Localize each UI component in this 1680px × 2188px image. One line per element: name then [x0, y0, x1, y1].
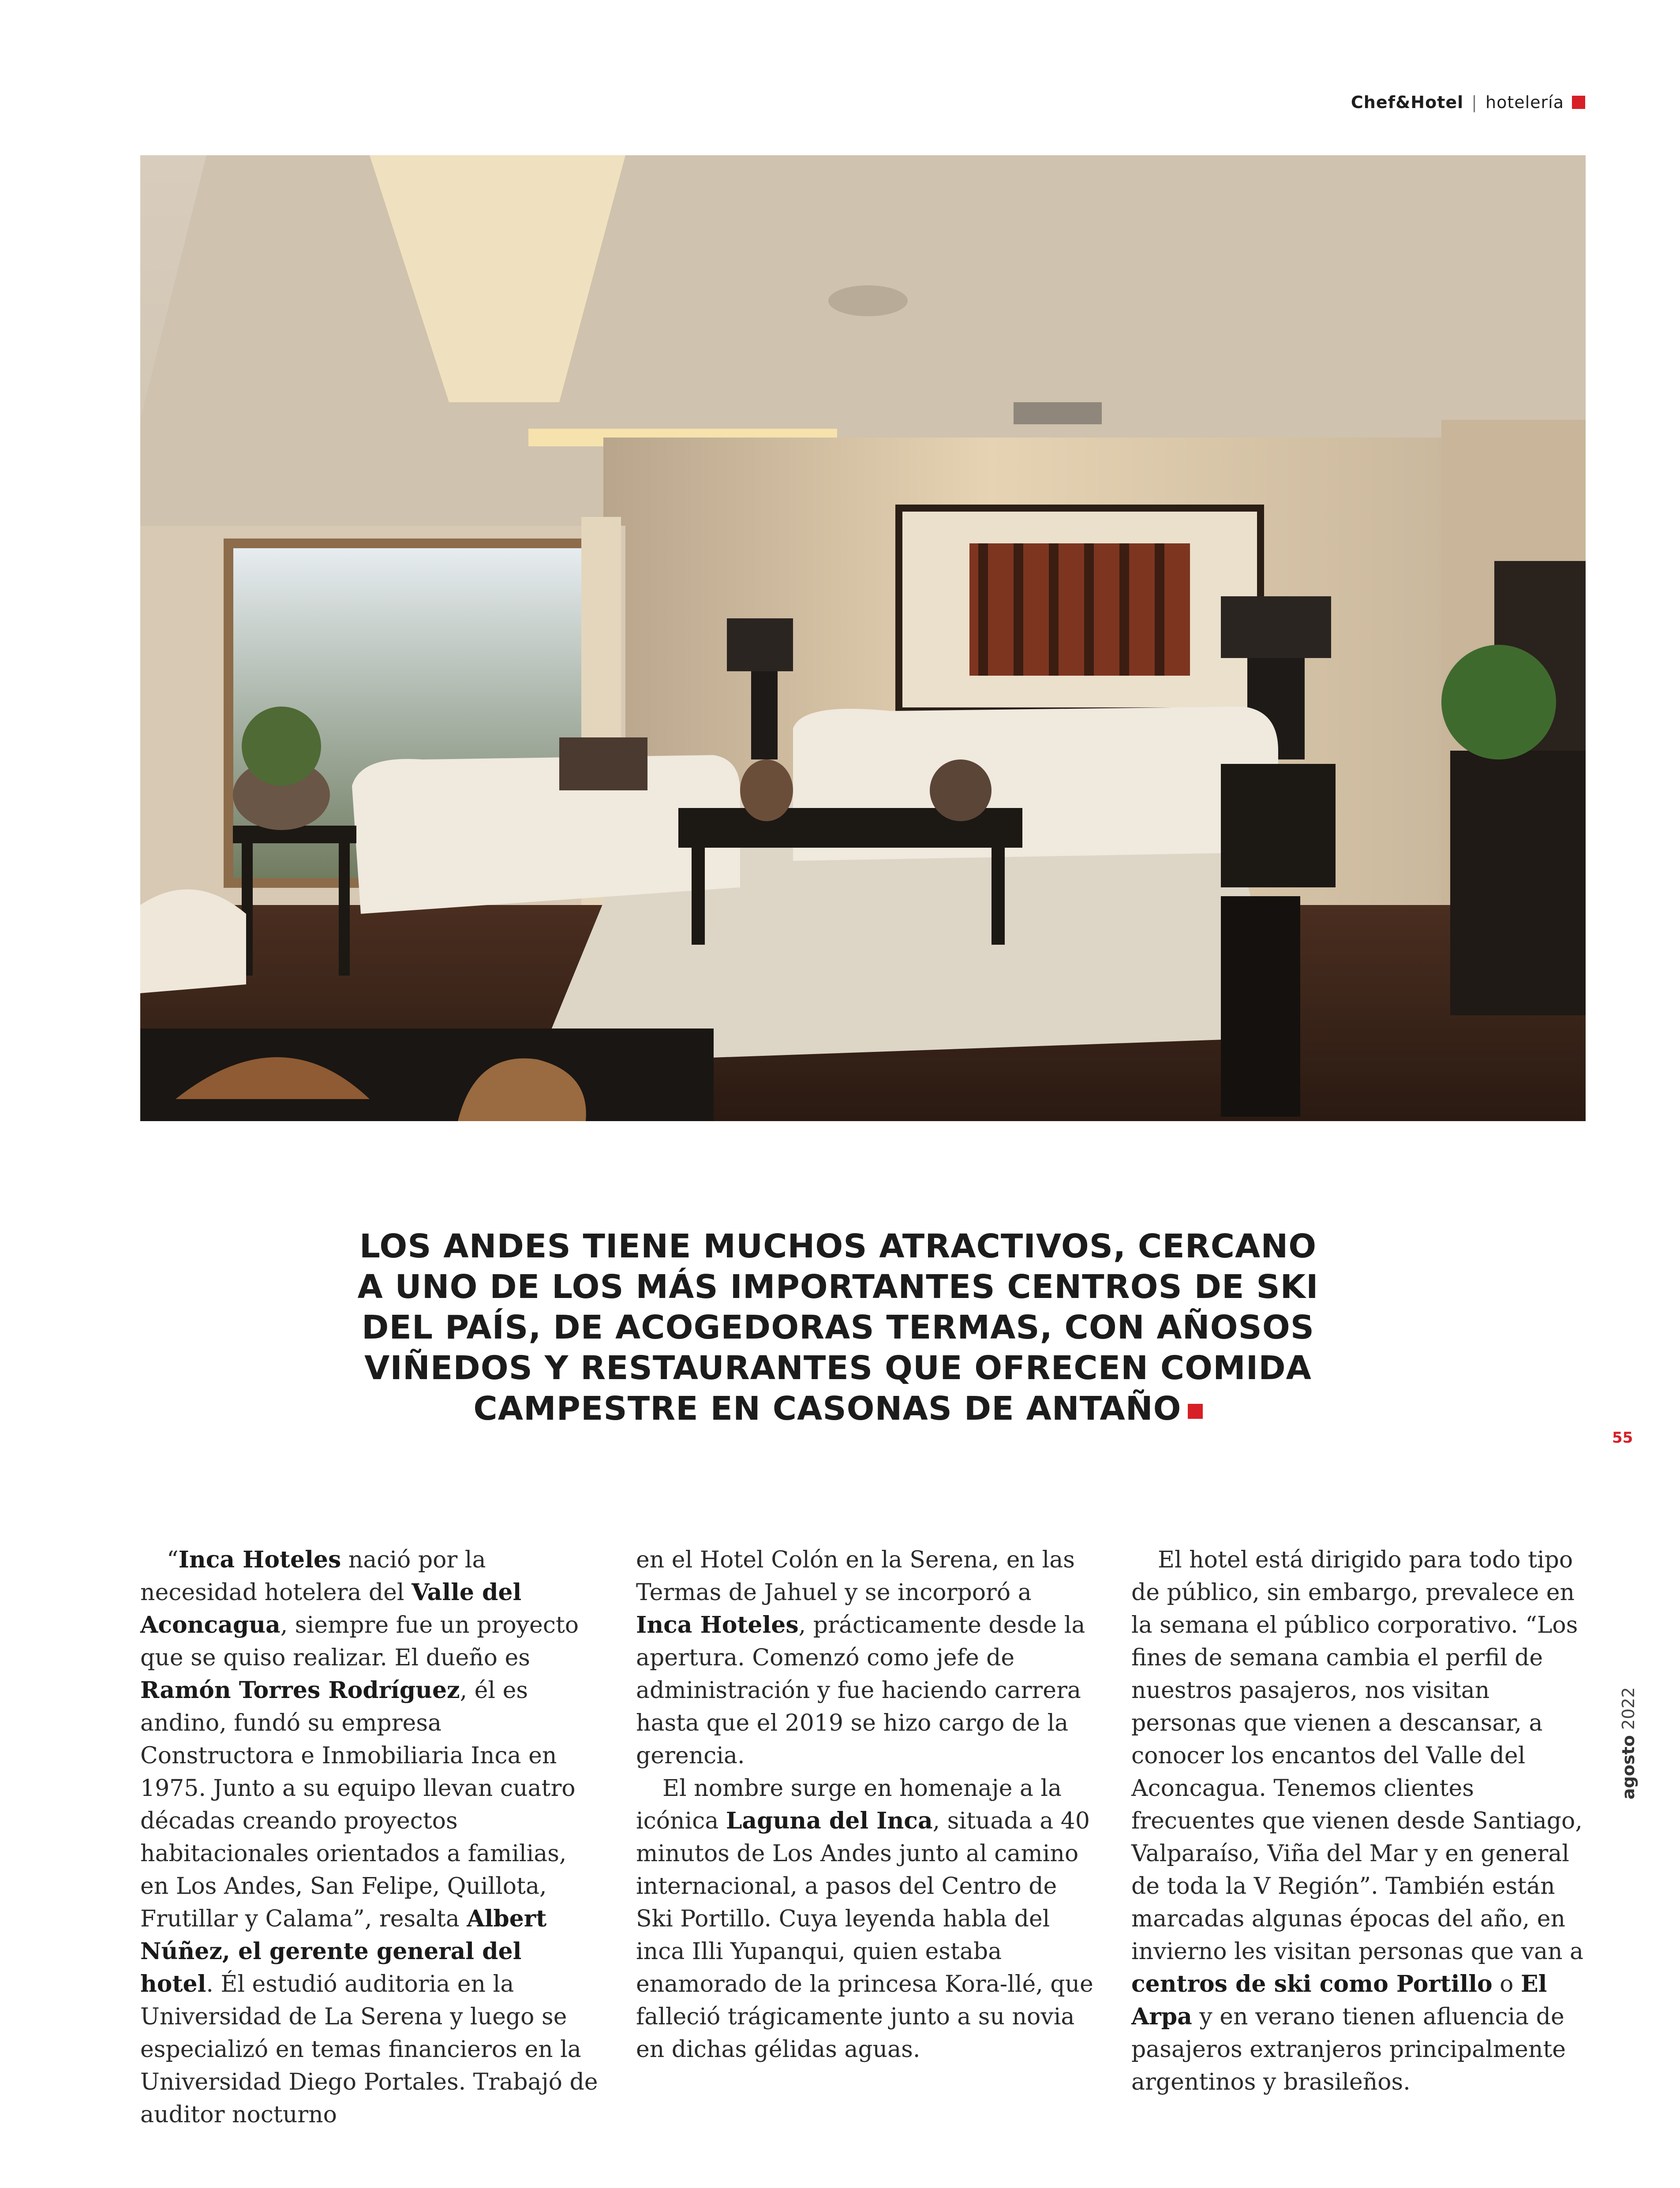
bold-run: Inca Hoteles: [178, 1546, 341, 1573]
section-name: hotelería: [1485, 93, 1564, 112]
hotel-lounge-photo: [140, 155, 1586, 1121]
text-run: , siempre fue un proyecto que se quiso realizar. El dueño es: [140, 1612, 579, 1671]
bold-run: Valle del Aconcagua: [140, 1579, 522, 1638]
pull-quote-line: LOS ANDES TIENE MUCHOS ATRACTIVOS, CERCANO: [359, 1227, 1317, 1265]
article-column-3: [1131, 1544, 1590, 2098]
text-run: , situada a 40 minutos de Los Andes junto al camino internacional, a pasos del Centro de Ski Portillo. Cuya leyenda habla del inca Illi Yupanqui, quien estaba enamorado de la princesa Kora-llé, que falleció trágicamente junto a su novia en dichas gélidas aguas.: [636, 1808, 1093, 2063]
bold-run: Inca Hoteles: [636, 1612, 799, 1638]
text-run: , él es andino, fundó su empresa Constructora e Inmobiliaria Inca en 1975. Junto a su equipo llevan cuatro décadas creando proyectos habitacionales orientados a familias, en Los Andes, San Felipe, Quillota, Frutillar y Calama”, resalta: [140, 1677, 576, 1932]
bold-run: centros de ski como Portillo: [1131, 1971, 1493, 1997]
issue-date-text: [1619, 1687, 1638, 1799]
text-run: , prácticamente desde la apertura. Comenzó como jefe de administración y fue haciendo carrera hasta que el 2019 se hizo cargo de la gerencia.: [636, 1612, 1085, 1769]
article-column-2: [636, 1544, 1095, 2066]
running-header: [1351, 93, 1585, 112]
pull-quote-line: VIÑEDOS Y RESTAURANTES QUE OFRECEN COMIDA: [364, 1349, 1312, 1387]
red-square-icon: [1188, 1404, 1203, 1419]
red-square-icon: [1572, 96, 1585, 109]
text-run: en el Hotel Colón en la Serena, en las Termas de Jahuel y se incorporó a: [636, 1547, 1075, 1606]
text-run: y en verano tienen afluencia de pasajeros extranjeros principalmente argentinos y brasileños.: [1131, 2004, 1566, 2095]
bold-run: Ramón Torres Rodríguez: [140, 1677, 460, 1704]
paragraph: [140, 1544, 599, 2131]
text-run: El nombre surge en homenaje a la icónica: [636, 1775, 1062, 1834]
pull-quote: [335, 1226, 1341, 1429]
pull-quote-line: A UNO DE LOS MÁS IMPORTANTES CENTROS DE SKI: [357, 1268, 1319, 1306]
text-run: nació por la necesidad hotelera del: [140, 1547, 486, 1606]
issue-date: [1592, 1614, 1645, 1799]
bold-run: Laguna del Inca: [726, 1807, 933, 1834]
pull-quote-line-last: [335, 1388, 1341, 1429]
paragraph: [1131, 1544, 1590, 2098]
paragraph: [636, 1772, 1095, 2066]
pull-quote-line: DEL PAÍS, DE ACOGEDORAS TERMAS, CON AÑOSOS: [361, 1309, 1315, 1346]
text-run: . Él estudió auditoria en la Universidad de La Serena y luego se especializó en temas financieros en la Universidad Diego Portales. Trabajó de auditor nocturno: [140, 1971, 598, 2128]
text-run: El hotel está dirigido para todo tipo de público, sin embargo, prevalece en la semana el público corporativo. “Los fines de semana cambia el perfil de nuestros pasajeros, nos visitan personas que vienen a descansar, a conocer los encantos del Valle del Aconcagua. Tenemos clientes frecuentes que vienen desde Santiago, Valparaíso, Viña del Mar y en general de toda la V Región”. También están marcadas algunas épocas del año, en invierno les visitan personas que van a: [1131, 1547, 1584, 1965]
pull-quote-line-text: CAMPESTRE EN CASONAS DE ANTAÑO: [473, 1390, 1182, 1428]
text-run: o: [1492, 1971, 1521, 1997]
magazine-brand: Chef&Hotel: [1351, 93, 1464, 112]
header-separator: |: [1471, 93, 1478, 112]
lounge-illustration: [140, 155, 1586, 1121]
issue-year: 2022: [1619, 1687, 1638, 1730]
bold-run: El Arpa: [1131, 1971, 1547, 2030]
paragraph: [636, 1544, 1095, 1772]
text-run: “: [167, 1547, 179, 1573]
issue-month: agosto: [1619, 1735, 1638, 1799]
article-column-1: [140, 1544, 599, 2131]
bold-run: Albert Núñez, el gerente general del hotel: [140, 1905, 547, 1997]
page-number: 55: [1612, 1429, 1633, 1447]
